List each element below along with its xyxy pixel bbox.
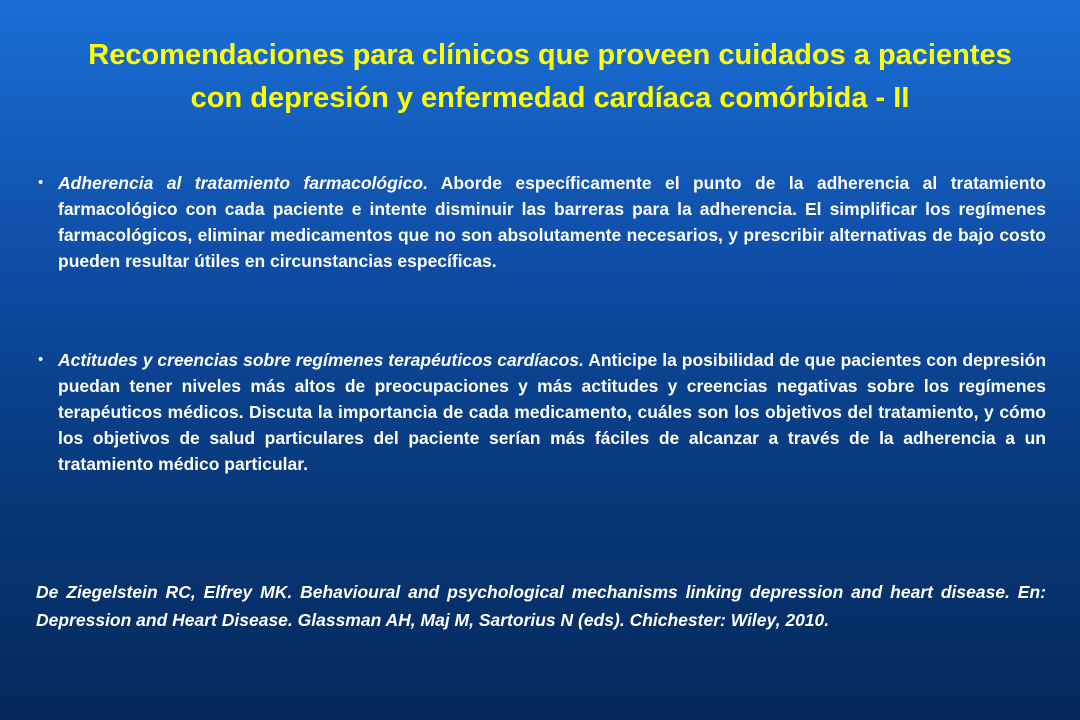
title-line-1: Recomendaciones para clínicos que proveen cuidados a pacientes [88,39,1012,71]
slide-title [20,34,1080,120]
title-line-2: con depresión y enfermedad cardíaca comórbida - II [190,82,910,114]
bullet-lead: Actitudes y creencias sobre regímenes terapéuticos cardíacos. [58,350,584,370]
bullet-attitudes [58,347,1046,477]
bullet-lead: Adherencia al tratamiento farmacológico. [58,173,428,193]
citation-reference: De Ziegelstein RC, Elfrey MK. Behavioural and psychological mechanisms linking depression and heart disease. En: Depression and Heart Disease. Glassman AH, Maj M, Sartorius N (eds). Chichester: Wiley, 2010. [36,582,1046,630]
bullet-adherence [58,170,1046,274]
bullet-body: Anticipe la posibilidad de que pacientes con depresión puedan tener niveles más altos de preocupaciones y más actitudes y creencias negativas sobre los regímenes terapéuticos médicos. Discuta la importancia de cada medicamento, cuáles son los objetivos del tratamiento, y cómo los objetivos de salud particulares del paciente serían más fáciles de alcanzar a través de la adherencia a un tratamiento médico particular. [58,350,1047,474]
bullet-body: Aborde específicamente el punto de la adherencia al tratamiento farmacológico con cada paciente e intente disminuir las barreras para la adherencia. El simplificar los regímenes farmacológicos, eliminar medicamentos que no son absolutamente necesarios, y prescribir alternativas de bajo costo pueden resultar útiles en circunstancias específicas. [58,173,1046,271]
